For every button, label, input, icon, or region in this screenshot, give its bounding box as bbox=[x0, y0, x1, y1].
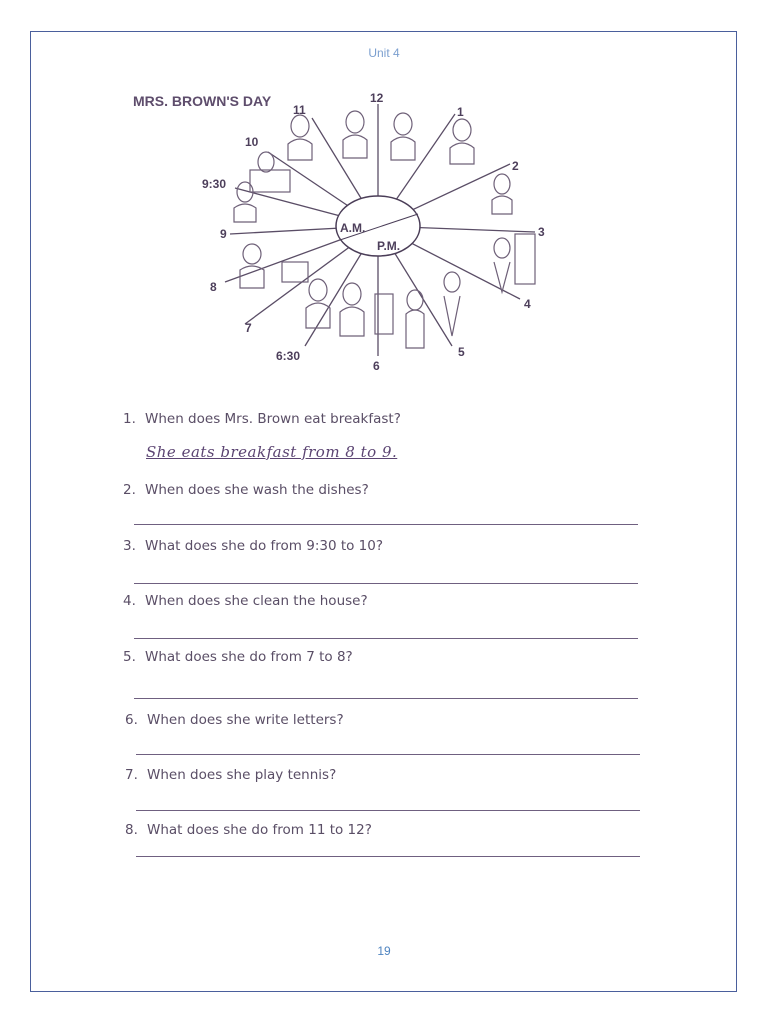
question-text: What does she do from 9:30 to 10? bbox=[145, 538, 384, 554]
question-text: What does she do from 7 to 8? bbox=[145, 649, 353, 665]
answer-line[interactable] bbox=[134, 698, 638, 699]
hour-label: 10 bbox=[245, 135, 259, 149]
pm-label: P.M. bbox=[377, 239, 401, 253]
question-2 bbox=[123, 482, 369, 498]
answer-line[interactable] bbox=[134, 583, 638, 584]
question-5 bbox=[123, 649, 353, 665]
question-text: When does she wash the dishes? bbox=[145, 482, 369, 498]
question-text: When does she play tennis? bbox=[147, 767, 337, 783]
question-number: 6. bbox=[125, 712, 138, 728]
question-7 bbox=[125, 767, 336, 783]
question-text: When does she write letters? bbox=[147, 712, 344, 728]
question-text: When does she clean the house? bbox=[145, 593, 368, 609]
hour-label: 3 bbox=[538, 225, 545, 239]
unit-header: Unit 4 bbox=[368, 46, 400, 60]
hour-label: 2 bbox=[512, 159, 519, 173]
hour-label: 1 bbox=[457, 105, 464, 119]
answer-line[interactable] bbox=[134, 638, 638, 639]
page-number: 19 bbox=[377, 944, 391, 958]
question-number: 4. bbox=[123, 593, 136, 609]
hour-label: 7 bbox=[245, 321, 252, 335]
question-6 bbox=[125, 712, 344, 728]
question-number: 2. bbox=[123, 482, 136, 498]
question-8 bbox=[125, 822, 372, 838]
hour-label: 9:30 bbox=[202, 177, 227, 191]
question-number: 7. bbox=[125, 767, 138, 783]
hour-label: 6:30 bbox=[276, 349, 301, 363]
answer-line[interactable] bbox=[134, 524, 638, 525]
answer-line[interactable] bbox=[136, 810, 640, 811]
hour-label: 8 bbox=[210, 280, 217, 294]
illustration-title: MRS. BROWN'S DAY bbox=[133, 93, 272, 109]
am-label: A.M. bbox=[340, 221, 366, 235]
hour-label: 5 bbox=[458, 345, 465, 359]
hour-label: 11 bbox=[293, 103, 306, 117]
example-answer: She eats breakfast from 8 to 9. bbox=[146, 443, 398, 461]
hour-label: 9 bbox=[220, 227, 227, 241]
question-text: What does she do from 11 to 12? bbox=[147, 822, 372, 838]
question-1 bbox=[123, 411, 401, 427]
hour-label: 12 bbox=[370, 91, 384, 105]
question-number: 3. bbox=[123, 538, 136, 554]
question-number: 5. bbox=[123, 649, 136, 665]
answer-line[interactable] bbox=[136, 754, 640, 755]
daily-clock-illustration bbox=[190, 84, 570, 374]
question-number: 8. bbox=[125, 822, 138, 838]
answer-line[interactable] bbox=[136, 856, 640, 857]
question-text: When does Mrs. Brown eat breakfast? bbox=[145, 411, 401, 427]
question-number: 1. bbox=[123, 411, 136, 427]
hour-label: 4 bbox=[524, 297, 531, 311]
question-3 bbox=[123, 538, 383, 554]
question-4 bbox=[123, 593, 368, 609]
hour-label: 6 bbox=[373, 359, 380, 373]
